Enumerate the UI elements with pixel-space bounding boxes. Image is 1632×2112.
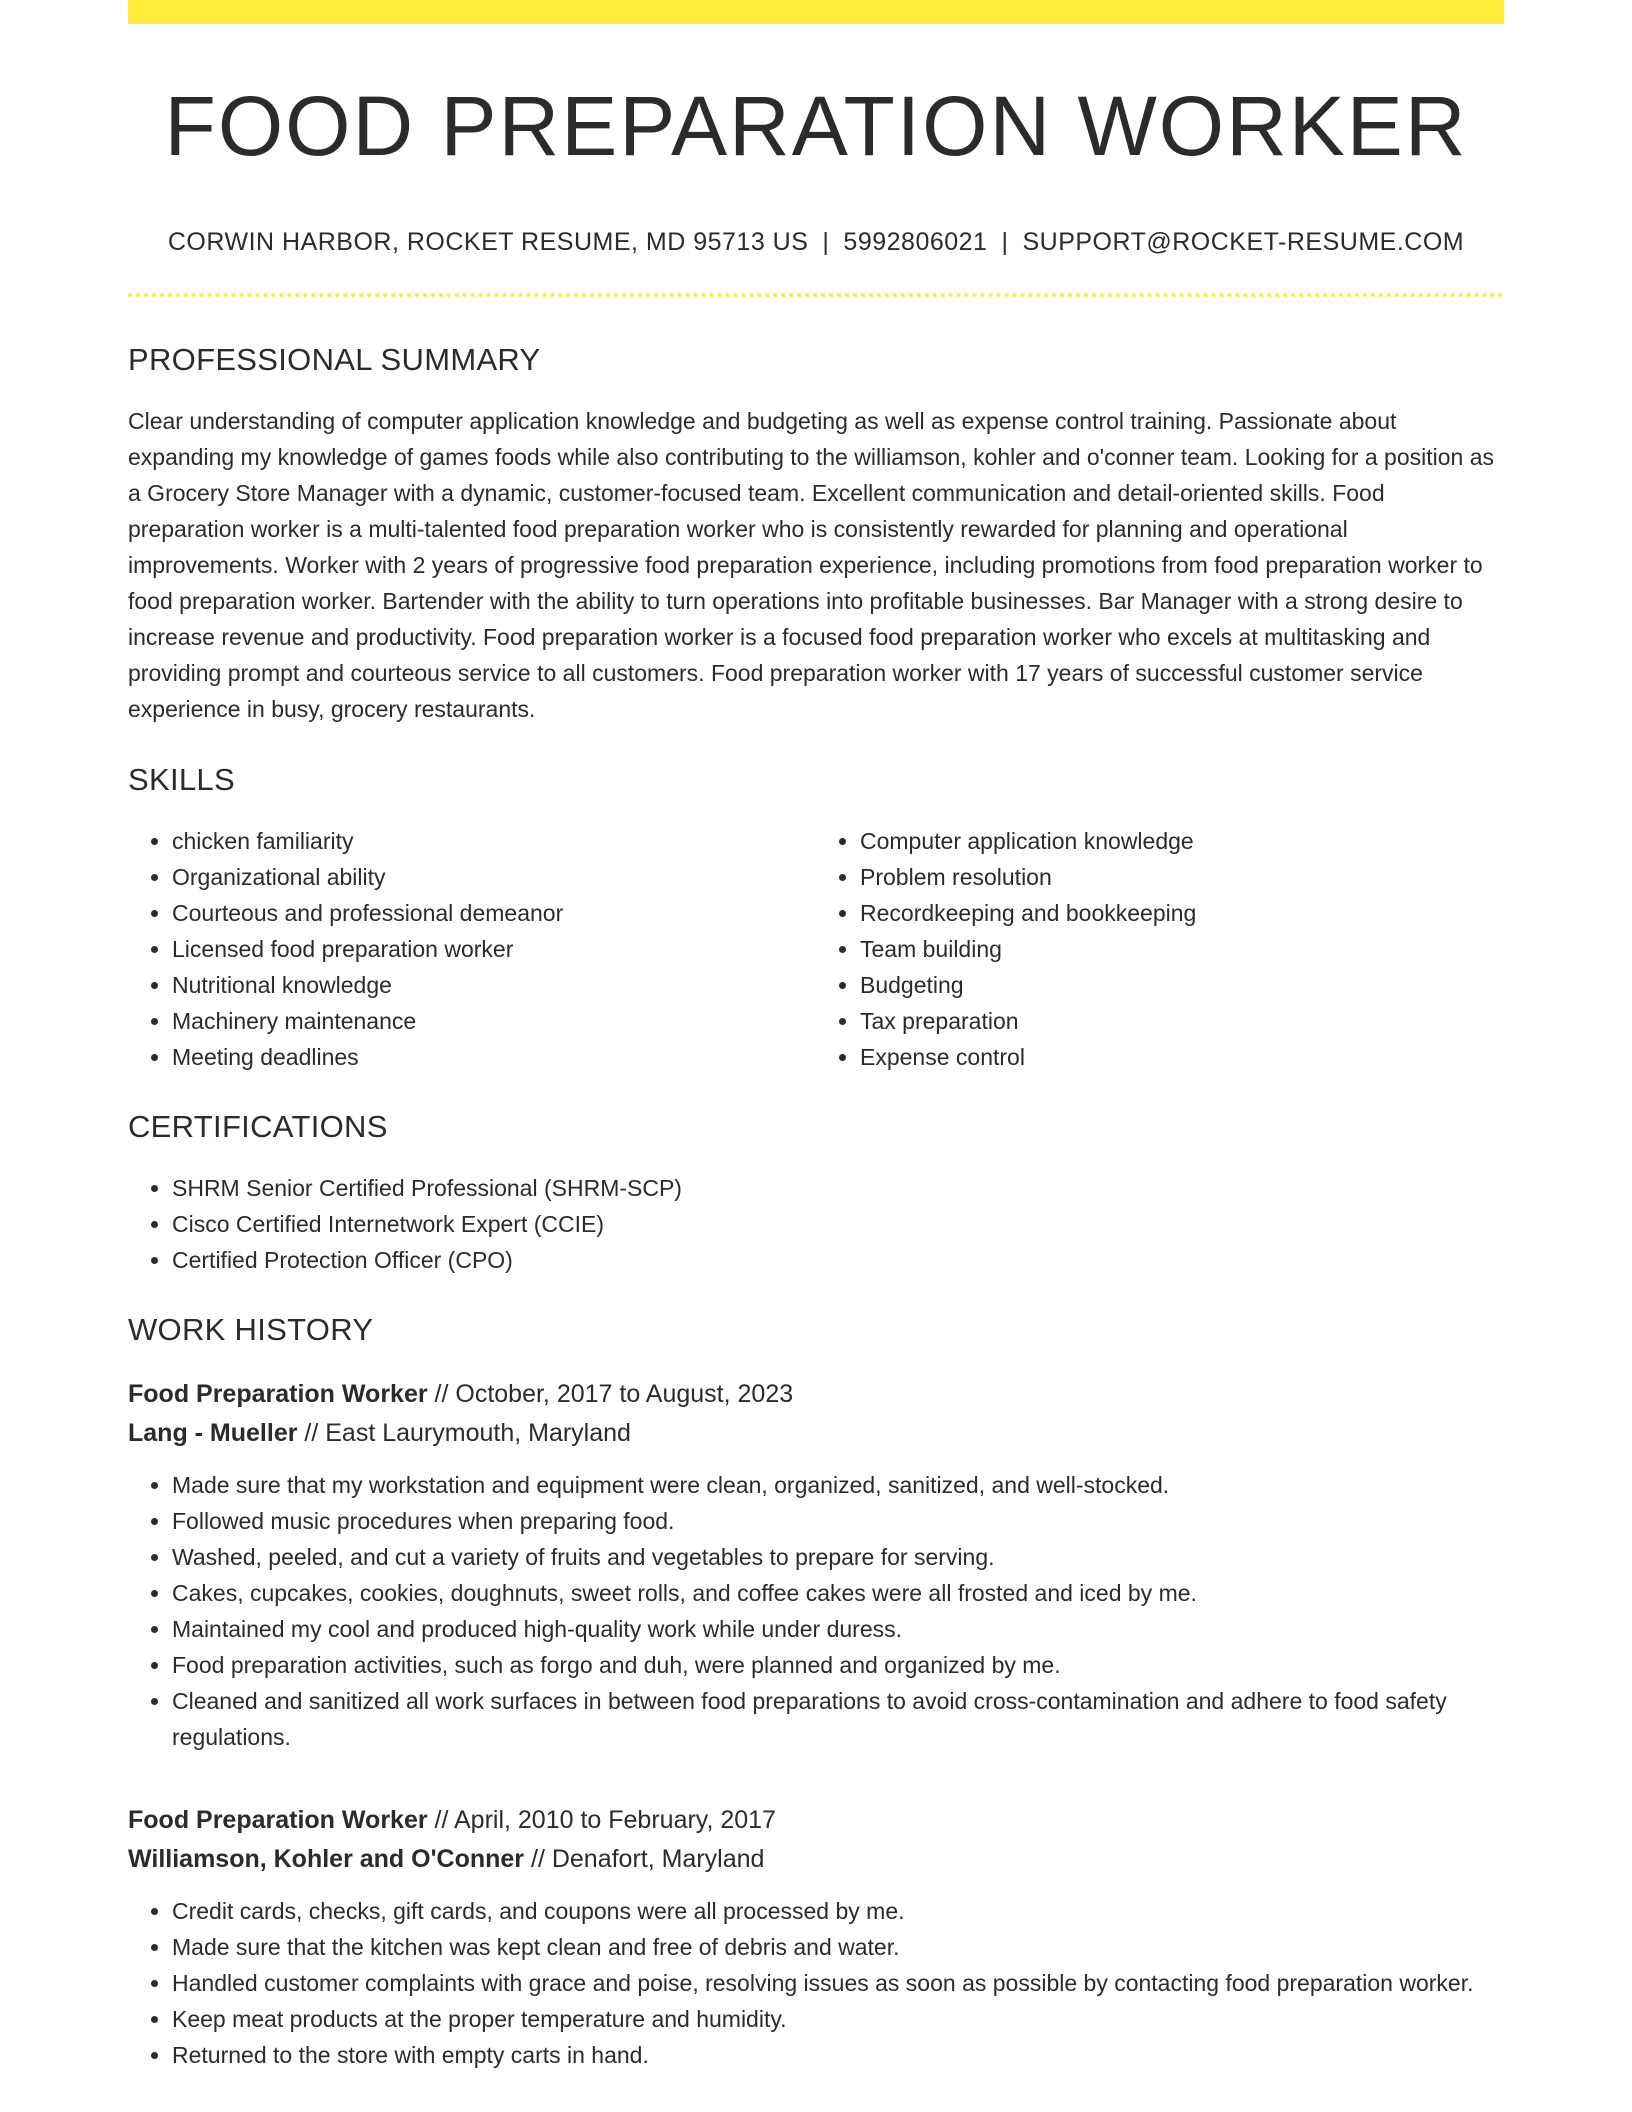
job-duties-list (128, 1893, 1504, 2073)
accent-top-bar (128, 0, 1504, 24)
section-title-work-history: WORK HISTORY (128, 1312, 374, 1347)
skill-item: • Team building (860, 931, 1504, 967)
certification-item: • Certified Protection Officer (CPO) (172, 1242, 1504, 1278)
certification-item: • SHRM Senior Certified Professional (SHRM-SCP) (172, 1170, 1504, 1206)
job-role-line (128, 1375, 1504, 1414)
job-company: Williamson, Kohler and O'Conner (128, 1845, 525, 1873)
certification-item: • Cisco Certified Internetwork Expert (CCIE) (172, 1206, 1504, 1242)
skill-item: • Meeting deadlines (172, 1039, 816, 1075)
skill-item: • Tax preparation (860, 1003, 1504, 1039)
job-company-line (128, 1840, 1504, 1879)
job-role: Food Preparation Worker (128, 1380, 428, 1408)
job-duty-item: • Food preparation activities, such as forgo and duh, were planned and organized by me. (172, 1647, 1504, 1683)
skill-item: • Recordkeeping and bookkeeping (860, 895, 1504, 931)
skills-list-left (128, 823, 816, 1075)
job-role: Food Preparation Worker (128, 1806, 428, 1834)
job-entry (128, 1801, 1504, 2073)
job-duty-item: • Made sure that the kitchen was kept clean and free of debris and water. (172, 1929, 1504, 1965)
job-entry (128, 1375, 1504, 1755)
contact-separator: | (1001, 228, 1009, 256)
job-duty-item: • Handled customer complaints with grace and poise, resolving issues as soon as possible by contacting food preparation worker. (172, 1965, 1504, 2001)
contact-address: CORWIN HARBOR, ROCKET RESUME, MD 95713 US (167, 228, 809, 256)
section-title-certifications: CERTIFICATIONS (128, 1109, 388, 1144)
job-duty-item: • Returned to the store with empty carts in hand. (172, 2037, 1504, 2073)
summary-paragraph: Clear understanding of computer application knowledge and budgeting as well as expense control training. Passionate about expanding my knowledge of games foods while also contributing to the williamson, kohler and o'conner team. Looking for a position as a Grocery Store Manager with a dynamic, customer-focused team. Excellent communication and detail-oriented skills. Food preparation worker is a multi-talented food preparation worker who is consistently rewarded for planning and operational improvements. Worker with 2 years of progressive food preparation experience, including promotions from food preparation worker to food preparation worker. Bartender with the ability to turn operations into profitable businesses. Bar Manager with a strong desire to increase revenue and productivity. Food preparation worker is a focused food preparation worker who excels at multitasking and providing prompt and courteous service to all customers. Food preparation worker with 17 years of successful customer service experience in busy, grocery restaurants. (128, 408, 1495, 722)
skill-item: • Courteous and professional demeanor (172, 895, 816, 931)
job-dates: // October, 2017 to August, 2023 (427, 1380, 794, 1408)
candidate-name: FOOD PREPARATION WORKER (164, 79, 1468, 173)
section-title-summary: PROFESSIONAL SUMMARY (128, 342, 541, 377)
skill-item: • Licensed food preparation worker (172, 931, 816, 967)
job-location: // Denafort, Maryland (524, 1845, 765, 1873)
skill-item: • Expense control (860, 1039, 1504, 1075)
job-duty-item: • Keep meat products at the proper temperature and humidity. (172, 2001, 1504, 2037)
skill-item: • Nutritional knowledge (172, 967, 816, 1003)
job-dates: // April, 2010 to February, 2017 (427, 1806, 776, 1834)
skill-item: • Computer application knowledge (860, 823, 1504, 859)
job-duty-item: • Credit cards, checks, gift cards, and coupons were all processed by me. (172, 1893, 1504, 1929)
job-duty-item: • Followed music procedures when preparing food. (172, 1503, 1504, 1539)
job-duties-list (128, 1467, 1504, 1755)
job-role-line (128, 1801, 1504, 1840)
job-duty-item: • Cakes, cupcakes, cookies, doughnuts, sweet rolls, and coffee cakes were all frosted and iced by me. (172, 1575, 1504, 1611)
section-title-skills: SKILLS (128, 762, 235, 797)
skill-item: • Organizational ability (172, 859, 816, 895)
contact-phone[interactable]: 5992806021 (843, 228, 988, 256)
certifications-list (128, 1170, 1504, 1278)
dotted-divider (128, 293, 1504, 297)
job-duty-item: • Cleaned and sanitized all work surfaces in between food preparations to avoid cross-contamination and adhere to food safety regulations. (172, 1683, 1504, 1755)
skills-list-right (816, 823, 1504, 1075)
job-company-line (128, 1414, 1504, 1453)
skill-item: • Machinery maintenance (172, 1003, 816, 1039)
resume-page (128, 0, 1504, 2073)
contact-email[interactable]: SUPPORT@ROCKET-RESUME.COM (1022, 228, 1465, 256)
skills-grid (128, 823, 1504, 1075)
skill-item: • Budgeting (860, 967, 1504, 1003)
skill-item: • chicken familiarity (172, 823, 816, 859)
job-duty-item: • Maintained my cool and produced high-quality work while under duress. (172, 1611, 1504, 1647)
job-location: // East Laurymouth, Maryland (297, 1419, 631, 1447)
job-duty-item: • Made sure that my workstation and equipment were clean, organized, sanitized, and well-stocked. (172, 1467, 1504, 1503)
job-company: Lang - Mueller (128, 1419, 298, 1447)
skill-item: • Problem resolution (860, 859, 1504, 895)
contact-line (128, 230, 1504, 255)
job-duty-item: • Washed, peeled, and cut a variety of fruits and vegetables to prepare for serving. (172, 1539, 1504, 1575)
contact-separator: | (822, 228, 830, 256)
